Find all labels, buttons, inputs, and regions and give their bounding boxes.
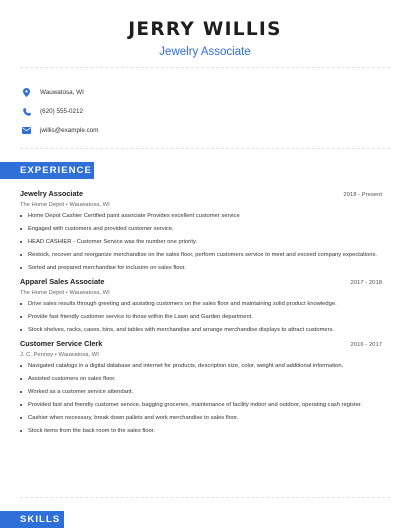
job-company: J. C. Penney • Wauwatosa, WI [20,352,99,358]
contact-email [22,121,99,140]
experience-section-heading: EXPERIENCE [0,162,94,179]
resume-header [0,0,410,59]
job-bullet: HEAD CASHIER - Customer Service was the number one priority. [20,238,382,246]
candidate-name: JERRY WILLIS [128,19,282,40]
skills-divider [20,497,390,498]
job-bullets [20,212,382,272]
job-title: Apparel Sales Associate [20,277,105,286]
map-pin-icon [22,88,31,97]
job-bullet: Drive sales results through greeting and assisting customers on the sales floor and maintaining solid product knowledge. [20,300,382,308]
contact-divider [20,148,390,149]
job-bullet: Provided fast and friendly customer service, bagging groceries, maintenance of facility indoor and outdoor, operating cash register. [20,401,382,409]
candidate-role: Jewelry Associate [159,46,251,58]
job-entry [20,339,382,435]
job-dates: 2018 - Present [343,192,382,198]
job-bullets [20,362,382,435]
job-company: The Home Depot • Wauwatosa, WI [20,290,110,296]
job-header [20,339,382,348]
job-bullets [20,300,382,334]
email-text[interactable]: jwillis@example.com [40,127,99,134]
job-entry [20,277,382,334]
job-bullet: Sorted and prepared merchandise for inclusion on sales floor. [20,264,382,272]
header-divider [20,67,390,68]
job-dates: 2016 - 2017 [350,342,382,348]
job-bullet: Assisted customers on sales floor. [20,375,382,383]
contact-location [22,83,99,102]
job-bullet: Cashier when necessary, break down pallets and work merchandise to sales floor. [20,414,382,422]
phone-icon [22,107,31,116]
job-title: Jewelry Associate [20,189,84,198]
job-company: The Home Depot • Wauwatosa, WI [20,202,110,208]
job-bullet: Worked as a customer service attendant. [20,388,382,396]
job-bullet: Navigated catalogs in a digital database and internet for products, description size, color, weight and additional information. [20,362,382,370]
job-bullet: Restock, recover and reorganize merchandise on the sales floor, perform customers service to meet and exceed company expectations. [20,251,382,259]
job-bullet: Stock items from the back room to the sales floor. [20,427,382,435]
job-header [20,189,382,198]
envelope-icon [22,126,31,135]
experience-list [20,189,382,440]
skills-section-heading: SKILLS [0,511,64,528]
job-header [20,277,382,286]
location-text: Wauwatosa, WI [40,89,84,96]
job-title: Customer Service Clerk [20,339,103,348]
phone-text[interactable]: (620) 555-0212 [40,108,84,115]
contact-list [22,83,99,140]
job-entry [20,189,382,272]
job-bullet: Stock shelves, racks, cases, bins, and tables with merchandise and arrange merchandise displays to attract customers. [20,326,382,334]
job-dates: 2017 - 2018 [350,280,382,286]
job-bullet: Provide fast friendly customer service to those within the Lawn and Garden department. [20,313,382,321]
job-bullet: Engaged with customers and provided customer service. [20,225,382,233]
job-bullet: Home Depot Cashier Certified paint associate Provides excellent customer service [20,212,382,220]
contact-phone [22,102,99,121]
